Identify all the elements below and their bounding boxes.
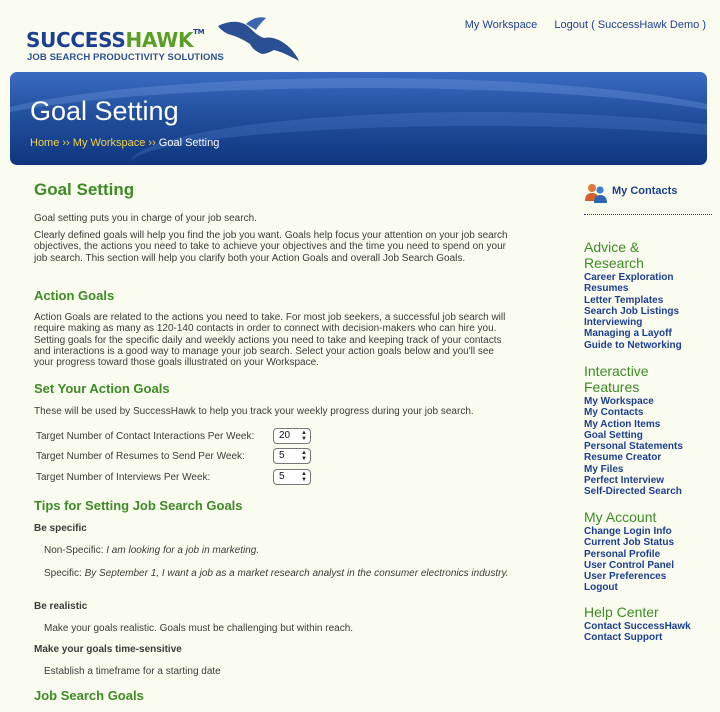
page-title: Goal Setting	[30, 96, 179, 126]
section-title: Goal Setting	[34, 180, 135, 199]
tip-time-sensitive-text: Establish a timeframe for a starting date	[44, 666, 221, 677]
action-goals-text: Action Goals are related to the actions you need to take. For most job seekers, a successful job search will require making as many as 120-140 contacts in order to connect with decision-makers who can hire you. Setting goals for the specific daily and weekly actions you need to take and keeping track of your contacts and interactions is a good way to manage your job search. Select your action goals below and you'll see your progress toward those goals illustrated on your Workspace.	[34, 312, 506, 369]
specific-label: Specific:	[44, 568, 82, 579]
action-goals-heading: Action Goals	[34, 288, 115, 303]
top-links	[451, 19, 706, 31]
contacts-target-value: 20	[279, 430, 291, 441]
set-action-goals-heading: Set Your Action Goals	[34, 381, 170, 396]
tips-heading: Tips for Setting Job Search Goals	[34, 498, 243, 513]
sidebar-item-letter-templates[interactable]: Letter Templates	[584, 294, 664, 306]
contacts-target-select[interactable]	[273, 428, 311, 444]
sidebar-item-perfect-interview[interactable]: Perfect Interview	[584, 475, 665, 487]
page-banner	[10, 72, 707, 165]
tip-be-realistic: Be realistic	[34, 601, 88, 612]
sidebar-heading-help: Help Center	[584, 604, 659, 620]
sidebar-item-guide-networking[interactable]: Guide to Networking	[584, 339, 682, 351]
breadcrumb	[30, 137, 219, 149]
breadcrumb-separator: ››	[62, 137, 70, 149]
heading-line: Interactive	[584, 363, 649, 379]
tip-be-specific: Be specific	[34, 523, 87, 534]
intro-paragraph: Clearly defined goals will help you find the job you want. Goals help focus your attention on your job search objectives, the actions you need to take to achieve your objectives and the time you need to spend on your job search. This section will help you clarify both your Action Goals and overall Job Search Goals.	[34, 230, 508, 264]
sidebar-item-logout[interactable]: Logout	[584, 582, 618, 594]
logo-wordmark	[26, 28, 204, 52]
sidebar-item-goal-setting[interactable]: Goal Setting	[584, 429, 643, 441]
sidebar-item-my-action-items[interactable]: My Action Items	[584, 418, 661, 430]
sidebar-item-personal-statements[interactable]: Personal Statements	[584, 441, 683, 453]
interviews-target-label: Target Number of Interviews Per Week:	[36, 472, 211, 483]
sidebar-heading-interactive	[584, 363, 649, 395]
contacts-people-icon	[584, 181, 608, 205]
sidebar-item-contact-successhawk[interactable]: Contact SuccessHawk	[584, 621, 691, 632]
breadcrumb-my-workspace[interactable]: My Workspace	[72, 137, 146, 149]
sidebar-divider	[584, 214, 712, 215]
sidebar-list-advice	[584, 272, 682, 351]
top-link-logout[interactable]: Logout ( SuccessHawk Demo )	[554, 19, 706, 31]
stepper-arrows-icon: ▲ ▼	[301, 471, 307, 483]
sidebar-item-my-files[interactable]: My Files	[584, 463, 624, 475]
heading-line: Advice &	[584, 239, 640, 255]
set-action-goals-text: These will be used by SuccessHawk to help you track your weekly progress during your job search.	[34, 406, 474, 417]
sidebar-heading-account: My Account	[584, 509, 657, 525]
heading-line: Features	[584, 379, 640, 395]
resumes-target-select[interactable]	[273, 448, 311, 464]
interviews-target-value: 5	[279, 471, 285, 482]
tip-realistic-text: Make your goals realistic. Goals must be challenging but within reach.	[44, 623, 354, 634]
sidebar-item-self-directed-search[interactable]: Self-Directed Search	[584, 486, 682, 498]
sidebar-list-account	[584, 526, 674, 594]
sidebar-item-my-workspace[interactable]: My Workspace	[584, 396, 654, 407]
logo-part-success: SUCCESS	[26, 28, 126, 52]
sidebar-item-contact-support[interactable]: Contact Support	[584, 632, 663, 644]
breadcrumb-current: Goal Setting	[158, 137, 220, 149]
sidebar-item-my-contacts[interactable]: My Contacts	[584, 407, 644, 419]
resumes-target-value: 5	[279, 450, 285, 461]
sidebar-item-resumes[interactable]: Resumes	[584, 283, 629, 295]
stepper-arrows-icon: ▲ ▼	[301, 450, 307, 462]
my-contacts-link[interactable]	[584, 180, 714, 210]
sidebar-item-change-login[interactable]: Change Login Info	[584, 526, 672, 537]
logo-tm: TM	[193, 28, 205, 36]
tip-specific-example	[34, 568, 514, 579]
sidebar-list-help	[584, 621, 691, 644]
logo-part-hawk: HAWK	[125, 28, 194, 52]
form-row-contacts	[36, 430, 307, 442]
sidebar-item-current-job-status[interactable]: Current Job Status	[584, 537, 675, 549]
top-link-my-workspace[interactable]: My Workspace	[464, 19, 538, 31]
sidebar-item-resume-creator[interactable]: Resume Creator	[584, 452, 662, 464]
job-search-goals-heading: Job Search Goals	[34, 688, 144, 703]
logo[interactable]	[26, 14, 276, 64]
my-contacts-label: My Contacts	[612, 185, 678, 197]
tip-time-sensitive: Make your goals time-sensitive	[34, 644, 182, 655]
contacts-target-label: Target Number of Contact Interactions Per Week:	[36, 431, 255, 442]
nonspecific-text: I am looking for a job in marketing.	[106, 545, 260, 556]
tip-nonspecific-example	[34, 545, 524, 556]
sidebar-item-user-control-panel[interactable]: User Control Panel	[584, 559, 675, 571]
form-row-interviews	[36, 471, 307, 483]
sidebar-item-interviewing[interactable]: Interviewing	[584, 317, 643, 329]
breadcrumb-separator: ››	[148, 137, 156, 149]
form-row-resumes	[36, 450, 307, 462]
intro-text: Goal setting puts you in charge of your job search.	[34, 213, 257, 224]
sidebar-item-personal-profile[interactable]: Personal Profile	[584, 548, 661, 560]
sidebar-item-career-exploration[interactable]: Career Exploration	[584, 272, 674, 283]
sidebar-item-managing-layoff[interactable]: Managing a Layoff	[584, 328, 672, 340]
sidebar-item-search-job-listings[interactable]: Search Job Listings	[584, 305, 680, 317]
breadcrumb-home[interactable]: Home	[30, 137, 60, 149]
specific-text: By September 1, I want a job as a market research analyst in the consumer electronics industry.	[84, 568, 509, 579]
stepper-arrows-icon: ▲ ▼	[301, 430, 307, 442]
logo-tagline: JOB SEARCH PRODUCTIVITY SOLUTIONS	[27, 52, 224, 63]
interviews-target-select[interactable]	[273, 469, 311, 485]
sidebar-item-user-preferences[interactable]: User Preferences	[584, 571, 667, 583]
nonspecific-label: Non-Specific:	[44, 545, 104, 556]
hawk-icon	[216, 14, 300, 62]
resumes-target-label: Target Number of Resumes to Send Per Week:	[36, 451, 245, 462]
sidebar-heading-advice	[584, 239, 644, 271]
heading-line: Research	[584, 255, 644, 271]
sidebar-list-interactive	[584, 396, 683, 498]
